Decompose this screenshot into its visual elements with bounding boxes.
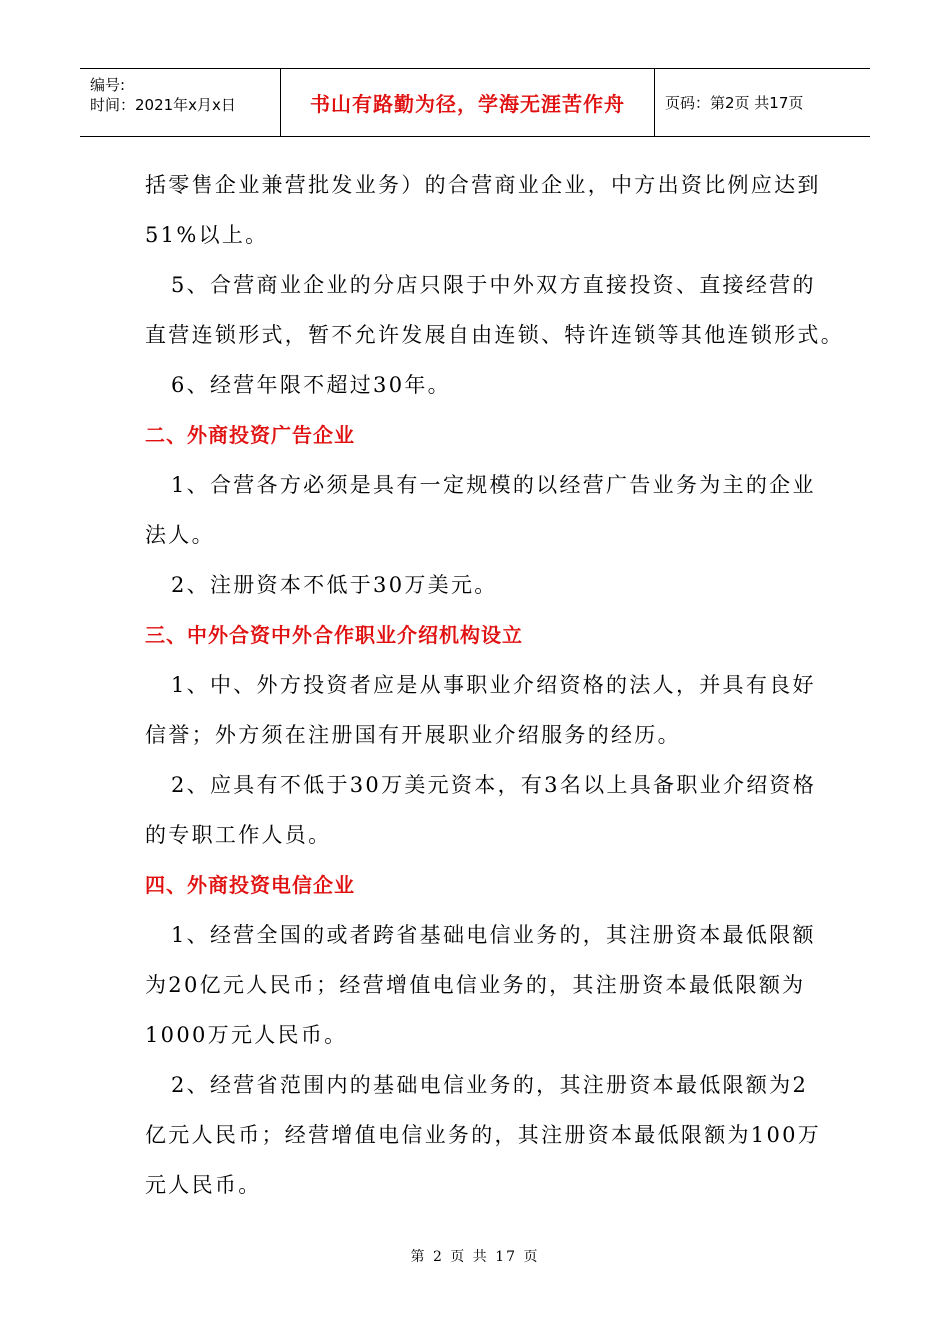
paragraph-line: 1、中、外方投资者应是从事职业介绍资格的法人，并具有良好 bbox=[171, 673, 816, 697]
document-date: 时间：2021年x月x日 bbox=[90, 96, 236, 114]
paragraph-line: 法人。 bbox=[145, 523, 215, 547]
paragraph-line: 1、经营全国的或者跨省基础电信业务的，其注册资本最低限额 bbox=[171, 923, 816, 947]
paragraph-line: 括零售企业兼营批发业务）的合营商业企业，中方出资比例应达到 bbox=[145, 173, 821, 197]
paragraph-line: 6、经营年限不超过30年。 bbox=[171, 373, 451, 397]
paragraph-line: 2、注册资本不低于30万美元。 bbox=[171, 573, 498, 597]
paragraph-line: 直营连锁形式，暂不允许发展自由连锁、特许连锁等其他连锁形式。 bbox=[145, 323, 844, 347]
paragraph-line: 2、经营省范围内的基础电信业务的，其注册资本最低限额为2 bbox=[171, 1073, 809, 1097]
header-page-info: 页码：第2页 共17页 bbox=[665, 94, 804, 112]
paragraph-line: 1000万元人民币。 bbox=[145, 1023, 348, 1047]
paragraph-line: 的专职工作人员。 bbox=[145, 823, 332, 847]
paragraph-line: 5、合营商业企业的分店只限于中外双方直接投资、直接经营的 bbox=[171, 273, 816, 297]
section-heading: 二、外商投资广告企业 bbox=[145, 423, 355, 447]
page-footer: 第 2 页 共 17 页 bbox=[410, 1249, 540, 1265]
paragraph-line: 2、应具有不低于30万美元资本，有3名以上具备职业介绍资格 bbox=[171, 773, 817, 797]
header-meta bbox=[80, 69, 281, 136]
paragraph-line: 1、合营各方必须是具有一定规模的以经营广告业务为主的企业 bbox=[171, 473, 816, 497]
paragraph-line: 51%以上。 bbox=[145, 223, 269, 247]
page-header bbox=[80, 68, 870, 137]
paragraph-line: 为20亿元人民币；经营增值电信业务的，其注册资本最低限额为 bbox=[145, 973, 806, 997]
section-heading: 四、外商投资电信企业 bbox=[145, 873, 355, 897]
document-number-label: 编号: bbox=[90, 76, 126, 94]
header-motto: 书山有路勤为径，学海无涯苦作舟 bbox=[281, 69, 655, 136]
paragraph-line: 元人民币。 bbox=[145, 1173, 262, 1197]
paragraph-line: 亿元人民币；经营增值电信业务的，其注册资本最低限额为100万 bbox=[145, 1123, 822, 1147]
paragraph-line: 信誉；外方须在注册国有开展职业介绍服务的经历。 bbox=[145, 723, 681, 747]
section-heading: 三、中外合资中外合作职业介绍机构设立 bbox=[145, 623, 523, 647]
document-body bbox=[145, 160, 844, 1210]
